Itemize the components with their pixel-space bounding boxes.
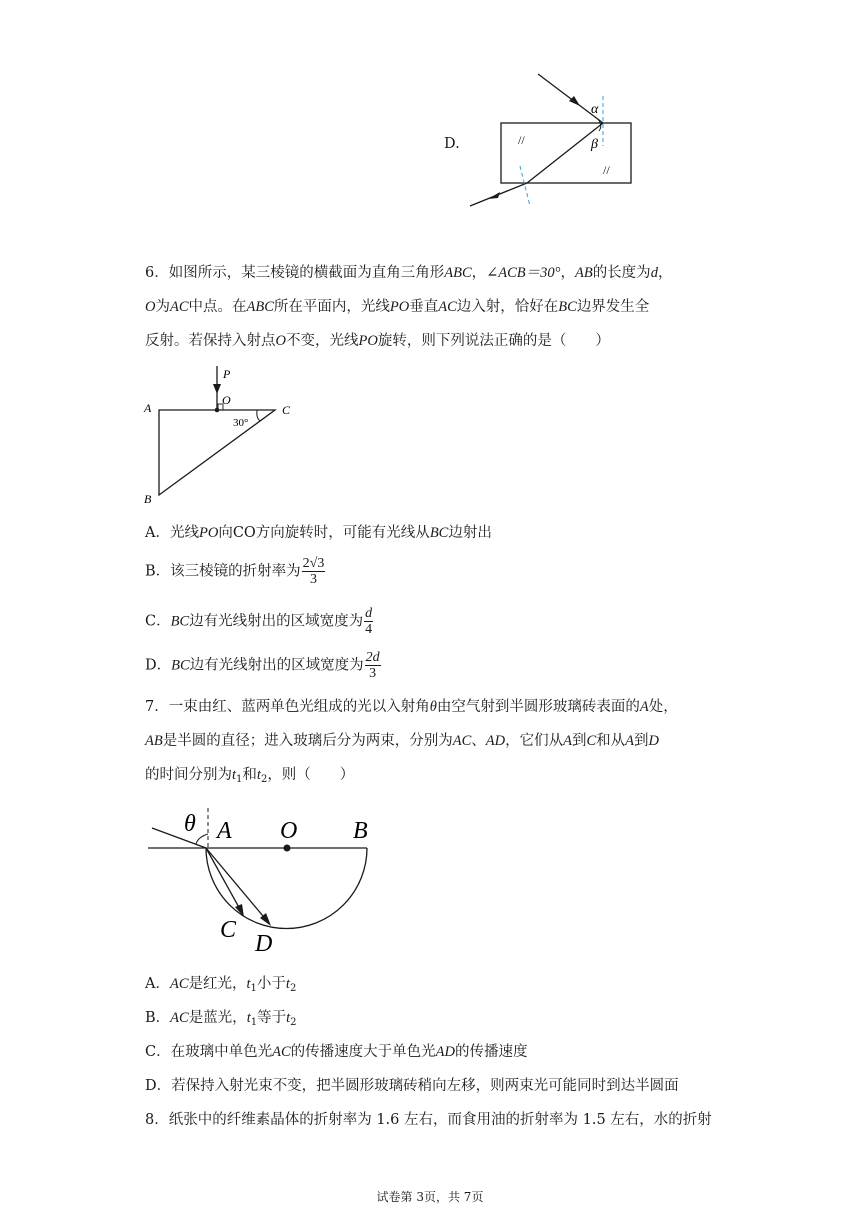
label-o: O [222, 393, 231, 407]
q6-line3: 反射。若保持入射点O不变，光线PO旋转，则下列说法正确的是（ ） [145, 333, 610, 349]
q7-semicircle-figure [140, 800, 390, 965]
page-footer: 试卷第 3页，共 7页 [376, 1190, 484, 1204]
q6-option-c: C．BC边有光线射出的区域宽度为 $\frac{d}{4}$ [145, 606, 373, 637]
label-p: P [223, 367, 231, 381]
label-c: C [282, 403, 291, 417]
label-c: C [220, 917, 237, 943]
angle-c-arc [257, 410, 260, 421]
hatch-mark-2: // [603, 163, 610, 177]
option-d-label: D. [444, 136, 460, 152]
q8-line1: 8．纸张中的纤维素晶体的折射率为 1.6 左右，而食用油的折射率为 1.5 左右，水的折射 [145, 1112, 712, 1128]
triangle-abc [159, 410, 275, 495]
q6-option-d: D．BC边有光线射出的区域宽度为 $\frac{2d}{3}$ [145, 650, 380, 681]
q6-option-a: A．光线PO向CO方向旋转时，可能有光线从BC边射出 [145, 525, 492, 541]
q7-line2: AB是半圆的直径；进入玻璃后分为两束，分别为AC、AD，它们从A到C和从A到D [145, 733, 659, 749]
label-o: O [280, 818, 298, 844]
q7-option-a: A．AC是红光，$t_1$小于$t_2$ [145, 976, 297, 994]
q7-option-b: B．AC是蓝光，$t_1$等于$t_2$ [145, 1010, 297, 1028]
label-a: A [144, 401, 152, 415]
beta-label: β [591, 137, 598, 152]
q7-option-c: C．在玻璃中单色光AC的传播速度大于单色光AD的传播速度 [145, 1044, 528, 1060]
hatch-mark: // [518, 133, 525, 147]
ray-ac [206, 848, 241, 911]
label-b: B [144, 492, 152, 505]
normal-bottom [520, 166, 530, 206]
theta-arc [196, 834, 208, 844]
label-theta: θ [184, 811, 196, 837]
label-a: A [217, 818, 232, 844]
q6-option-b: B．该三棱镜的折射率为 $\frac{2√3}{3}$ [145, 556, 325, 587]
incident-ray [152, 828, 206, 848]
alpha-label: α [591, 102, 599, 117]
q6-line1: 6．如图所示，某三棱镜的横截面为直角三角形ABC，∠ACB＝30°，AB的长度为d， [145, 265, 673, 281]
label-b: B [353, 818, 368, 844]
q6-line2: O为AC中点。在ABC所在平面内，光线PO垂直AC边入射，恰好在BC边界发生全 [145, 299, 650, 315]
incident-arrow [569, 96, 580, 106]
ray-po-arrow [213, 384, 221, 394]
refracted-ray [527, 123, 603, 183]
label-30deg: 30° [233, 417, 249, 429]
q5-option-d-figure [460, 66, 650, 216]
center-o [284, 845, 291, 852]
q7-option-d: D．若保持入射光束不变，把半圆形玻璃砖稍向左移，则两束光可能同时到达半圆面 [145, 1078, 679, 1094]
q6-prism-figure [140, 360, 310, 505]
q7-line1: 7．一束由红、蓝两单色光组成的光以入射角θ由空气射到半圆形玻璃砖表面的A处， [145, 699, 678, 715]
q7-line3: 的时间分别为$t_1$和$t_2$，则（ ） [145, 767, 355, 785]
label-d: D [255, 931, 273, 957]
